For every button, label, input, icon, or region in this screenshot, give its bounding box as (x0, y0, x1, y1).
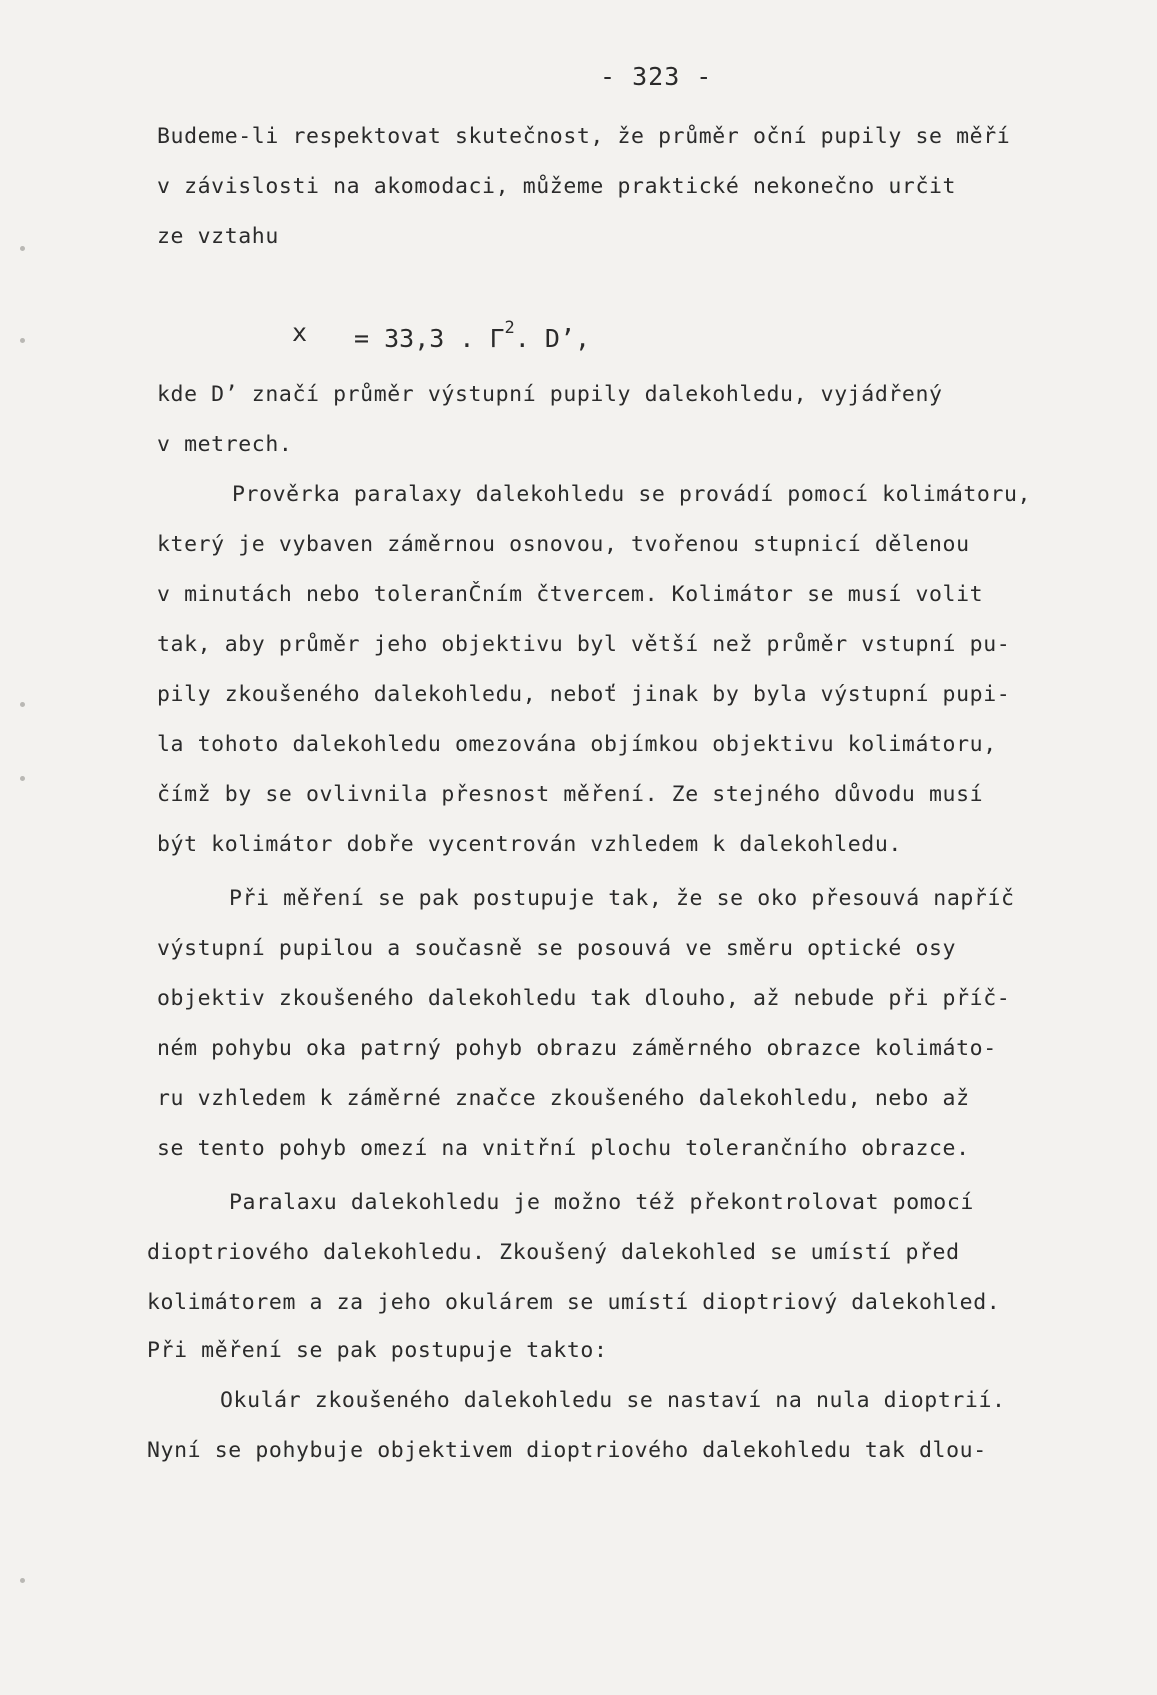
paragraph-first-line: Paralaxu dalekohledu je možno též překontrolovat pomocí (229, 1190, 974, 1215)
punch-hole-mark (20, 776, 25, 781)
punch-hole-mark (20, 246, 25, 251)
text-line: Nyní se pohybuje objektivem dioptriového dalekohledu tak dlou- (147, 1438, 987, 1463)
text-line: který je vybaven záměrnou osnovou, tvořenou stupnicí dělenou (157, 532, 970, 557)
text-line: v minutách nebo toleranČním čtvercem. Kolimátor se musí volit (157, 582, 984, 607)
punch-hole-mark (20, 1578, 25, 1583)
formula-rhs-base: = 33,3 . Γ (354, 324, 505, 353)
punch-hole-mark (20, 702, 25, 707)
text-line: čímž by se ovlivnila přesnost měření. Ze stejného důvodu musí (157, 782, 984, 807)
text-line: dioptriového dalekohledu. Zkoušený dalekohled se umístí před (147, 1240, 960, 1265)
text-line: tak, aby průměr jeho objektivu byl větší než průměr vstupní pu- (157, 632, 1011, 657)
text-line: se tento pohyb omezí na vnitřní plochu tolerančního obrazce. (157, 1136, 970, 1161)
text-line: objektiv zkoušeného dalekohledu tak dlouho, až nebude při příč- (157, 986, 1011, 1011)
paragraph-first-line: Při měření se pak postupuje tak, že se oko přesouvá napříč (229, 886, 1015, 911)
page-number: - 323 - (600, 62, 713, 91)
formula-rhs (354, 318, 590, 353)
formula-exponent: 2 (504, 318, 515, 338)
text-line: ném pohybu oka patrný pohyb obrazu záměrného obrazce kolimáto- (157, 1036, 997, 1061)
text-line: ze vztahu (157, 224, 279, 249)
text-line: la tohoto dalekohledu omezována objímkou objektivu kolimátoru, (157, 732, 997, 757)
text-line: ru vzhledem k záměrné značce zkoušeného dalekohledu, nebo až (157, 1086, 970, 1111)
paragraph-first-line: Prověrka paralaxy dalekohledu se provádí pomocí kolimátoru, (232, 482, 1032, 507)
text-line: v závislosti na akomodaci, můžeme praktické nekonečno určit (157, 174, 957, 199)
paragraph-first-line: Okulár zkoušeného dalekohledu se nastaví na nula dioptrií. (220, 1388, 1006, 1413)
punch-hole-mark (20, 338, 25, 343)
text-line: kde D’ značí průměr výstupní pupily dalekohledu, vyjádřený (157, 382, 943, 407)
text-line: Při měření se pak postupuje takto: (147, 1338, 608, 1363)
text-line: být kolimátor dobře vycentrován vzhledem k dalekohledu. (157, 832, 902, 857)
formula-lhs: x (292, 318, 308, 347)
formula-tail: . D’, (514, 324, 591, 353)
text-line: Budeme-li respektovat skutečnost, že průměr oční pupily se měří (157, 124, 1011, 149)
text-line: v metrech. (157, 432, 293, 457)
text-line: výstupní pupilou a současně se posouvá ve směru optické osy (157, 936, 957, 961)
text-line: kolimátorem a za jeho okulárem se umístí dioptriový dalekohled. (147, 1290, 1001, 1315)
text-line: pily zkoušeného dalekohledu, neboť jinak by byla výstupní pupi- (157, 682, 1011, 707)
